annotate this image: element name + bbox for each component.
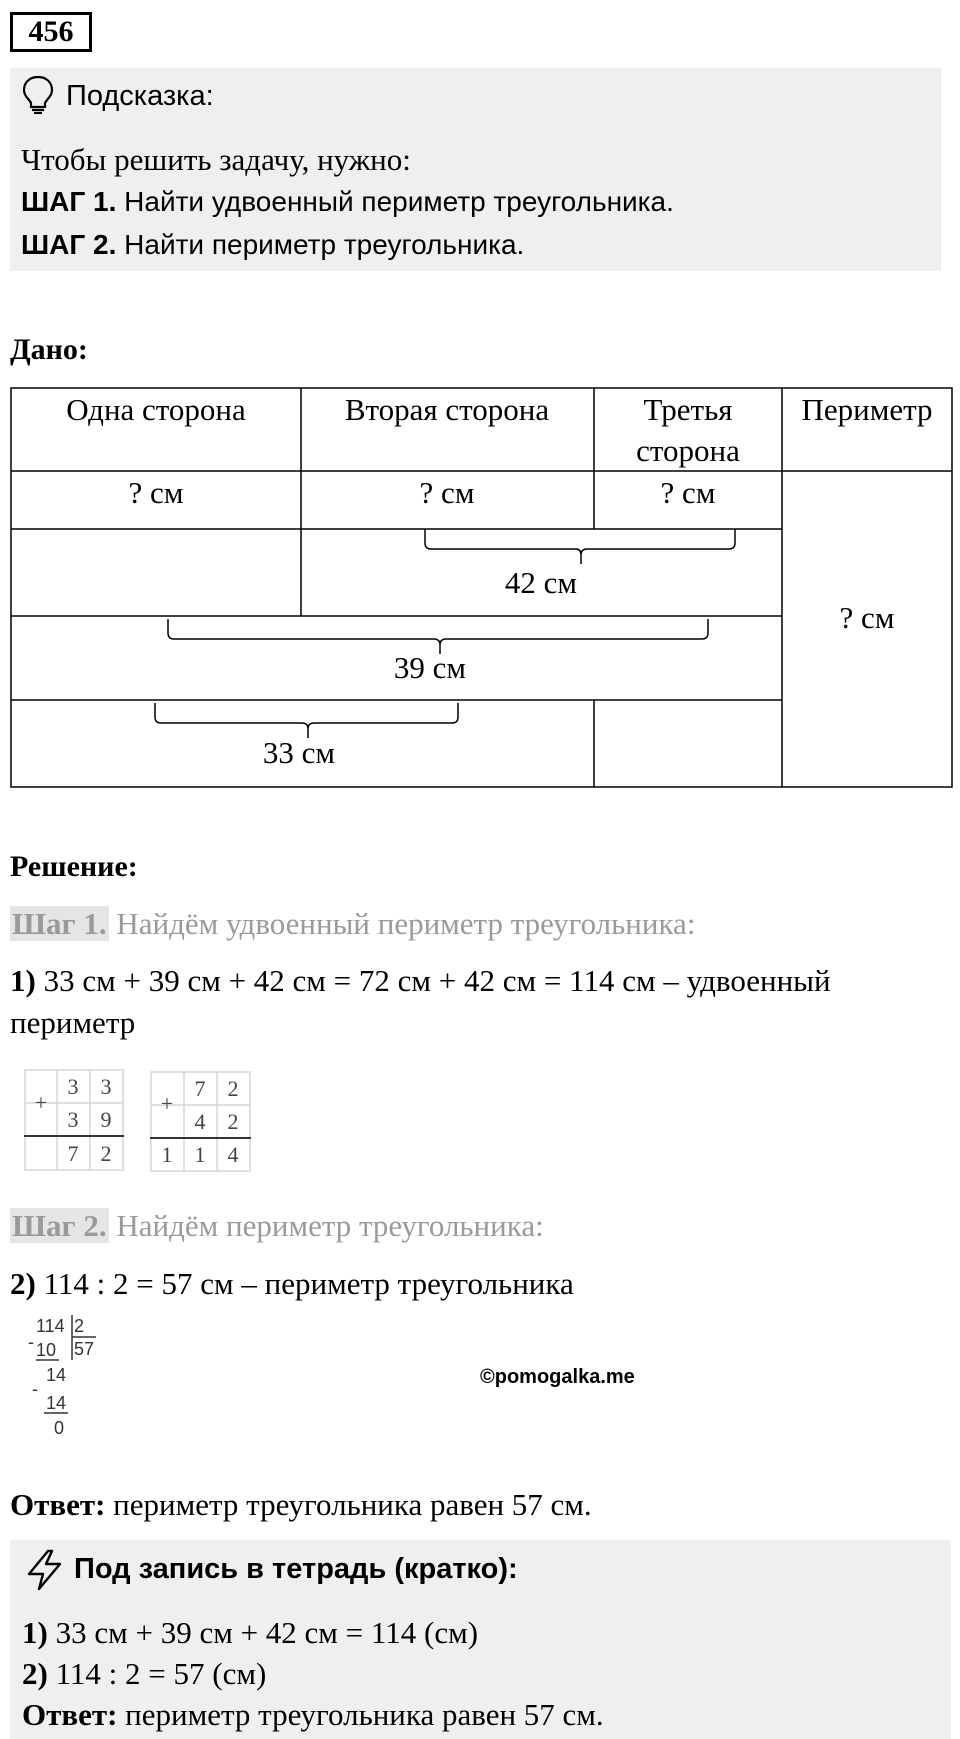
hint-step-2-label: ШАГ 2. bbox=[21, 229, 117, 260]
watermark: ©pomogalka.me bbox=[480, 1366, 635, 1388]
header-side3-line2: сторона bbox=[636, 433, 740, 468]
sum-sides-1-2: 33 см bbox=[262, 735, 336, 770]
notebook-answer-text: периметр треугольника равен 57 см. bbox=[125, 1697, 604, 1732]
header-side2: Вторая сторона bbox=[344, 392, 550, 427]
division-minus-1: - bbox=[28, 1332, 34, 1352]
add2-b-ones: 2 bbox=[227, 1109, 239, 1134]
add1-result-ones: 2 bbox=[100, 1141, 112, 1166]
header-side1: Одна сторона bbox=[66, 392, 246, 427]
add2-result-hundreds: 1 bbox=[161, 1142, 173, 1167]
hint-step-2 bbox=[21, 225, 524, 265]
answer-text: периметр треугольника равен 57 см. bbox=[113, 1487, 592, 1522]
calc-2-text: 114 : 2 = 57 см – периметр треугольника bbox=[43, 1266, 574, 1301]
unknown-side1: ? см bbox=[128, 475, 184, 510]
notebook-line-1 bbox=[22, 1612, 478, 1654]
column-addition-2 bbox=[150, 1070, 254, 1174]
hint-intro: Чтобы решить задачу, нужно: bbox=[21, 142, 411, 177]
notebook-line-2-text: 114 : 2 = 57 (см) bbox=[55, 1656, 267, 1691]
add2-a-tens: 7 bbox=[194, 1076, 206, 1101]
division-quotient: 57 bbox=[74, 1339, 95, 1359]
solution-step-2-text: Найдём периметр треугольника: bbox=[116, 1208, 544, 1243]
brace-42 bbox=[425, 529, 735, 564]
hint-step-1 bbox=[21, 182, 674, 222]
perimeter-value: ? см bbox=[839, 600, 895, 635]
header-side3-line1: Третья bbox=[643, 392, 733, 427]
lightbulb-icon bbox=[20, 74, 56, 114]
add2-sign: + bbox=[160, 1091, 174, 1116]
add1-a-tens: 3 bbox=[67, 1074, 79, 1099]
notebook-answer bbox=[22, 1694, 604, 1736]
column-addition-1 bbox=[24, 1068, 126, 1172]
calc-2-line bbox=[10, 1263, 574, 1305]
sum-sides-2-3: 42 см bbox=[504, 565, 578, 600]
division-sub-2: 14 bbox=[46, 1393, 67, 1413]
notebook-line-2 bbox=[22, 1653, 266, 1695]
add1-result-tens: 7 bbox=[67, 1141, 79, 1166]
add1-a-ones: 3 bbox=[100, 1074, 112, 1099]
solution-step-1-tag: Шаг 1. bbox=[12, 906, 107, 941]
add2-result-ones: 4 bbox=[227, 1142, 239, 1167]
notebook-line-1-number: 1) bbox=[22, 1615, 48, 1650]
hint-title: Подсказка: bbox=[66, 80, 214, 112]
long-division bbox=[28, 1312, 108, 1462]
notebook-line-2-number: 2) bbox=[22, 1656, 48, 1691]
unknown-side2: ? см bbox=[419, 475, 475, 510]
answer-label: Ответ: bbox=[10, 1487, 106, 1522]
header-perimeter: Периметр bbox=[801, 392, 933, 427]
solution-step-1-heading bbox=[10, 904, 695, 944]
answer bbox=[10, 1484, 592, 1526]
division-rem-1: 14 bbox=[46, 1365, 67, 1385]
calc-1-text: 33 см + 39 см + 42 см = 72 см + 42 см = 114 см – удвоенный bbox=[43, 963, 831, 998]
calc-1-line-2: периметр bbox=[10, 1005, 136, 1040]
notebook-title: Под запись в тетрадь (кратко): bbox=[74, 1553, 518, 1585]
division-rem-2: 0 bbox=[54, 1418, 65, 1438]
hint-step-2-text: Найти периметр треугольника. bbox=[124, 229, 525, 260]
brace-39 bbox=[168, 619, 708, 654]
unknown-side3: ? см bbox=[660, 475, 716, 510]
given-diagram bbox=[10, 387, 954, 789]
given-label: Дано: bbox=[10, 333, 88, 366]
sum-sides-1-3: 39 см bbox=[393, 650, 467, 685]
calc-1-line-1 bbox=[10, 960, 831, 1002]
solution-step-2-heading bbox=[10, 1206, 544, 1246]
calc-1-number: 1) bbox=[10, 963, 36, 998]
solution-label: Решение: bbox=[10, 850, 138, 883]
lightning-icon bbox=[24, 1548, 66, 1592]
add1-b-tens: 3 bbox=[67, 1107, 79, 1132]
calc-2-number: 2) bbox=[10, 1266, 36, 1301]
division-minus-2: - bbox=[32, 1379, 38, 1399]
task-number: 456 bbox=[10, 12, 92, 52]
solution-step-2-tag: Шаг 2. bbox=[12, 1208, 107, 1243]
notebook-answer-label: Ответ: bbox=[22, 1697, 118, 1732]
division-dividend: 114 bbox=[36, 1316, 65, 1336]
add1-sign: + bbox=[34, 1090, 48, 1115]
solution-step-1-text: Найдём удвоенный периметр треугольника: bbox=[116, 906, 696, 941]
division-divisor: 2 bbox=[74, 1316, 85, 1336]
notebook-line-1-text: 33 см + 39 см + 42 см = 114 (см) bbox=[55, 1615, 479, 1650]
add2-b-tens: 4 bbox=[194, 1109, 206, 1134]
add2-a-ones: 2 bbox=[227, 1076, 239, 1101]
hint-step-1-label: ШАГ 1. bbox=[21, 186, 117, 217]
hint-step-1-text: Найти удвоенный периметр треугольника. bbox=[124, 186, 674, 217]
add2-result-tens: 1 bbox=[194, 1142, 206, 1167]
brace-33 bbox=[155, 703, 458, 738]
division-sub-1: 10 bbox=[36, 1340, 57, 1360]
add1-b-ones: 9 bbox=[100, 1107, 112, 1132]
